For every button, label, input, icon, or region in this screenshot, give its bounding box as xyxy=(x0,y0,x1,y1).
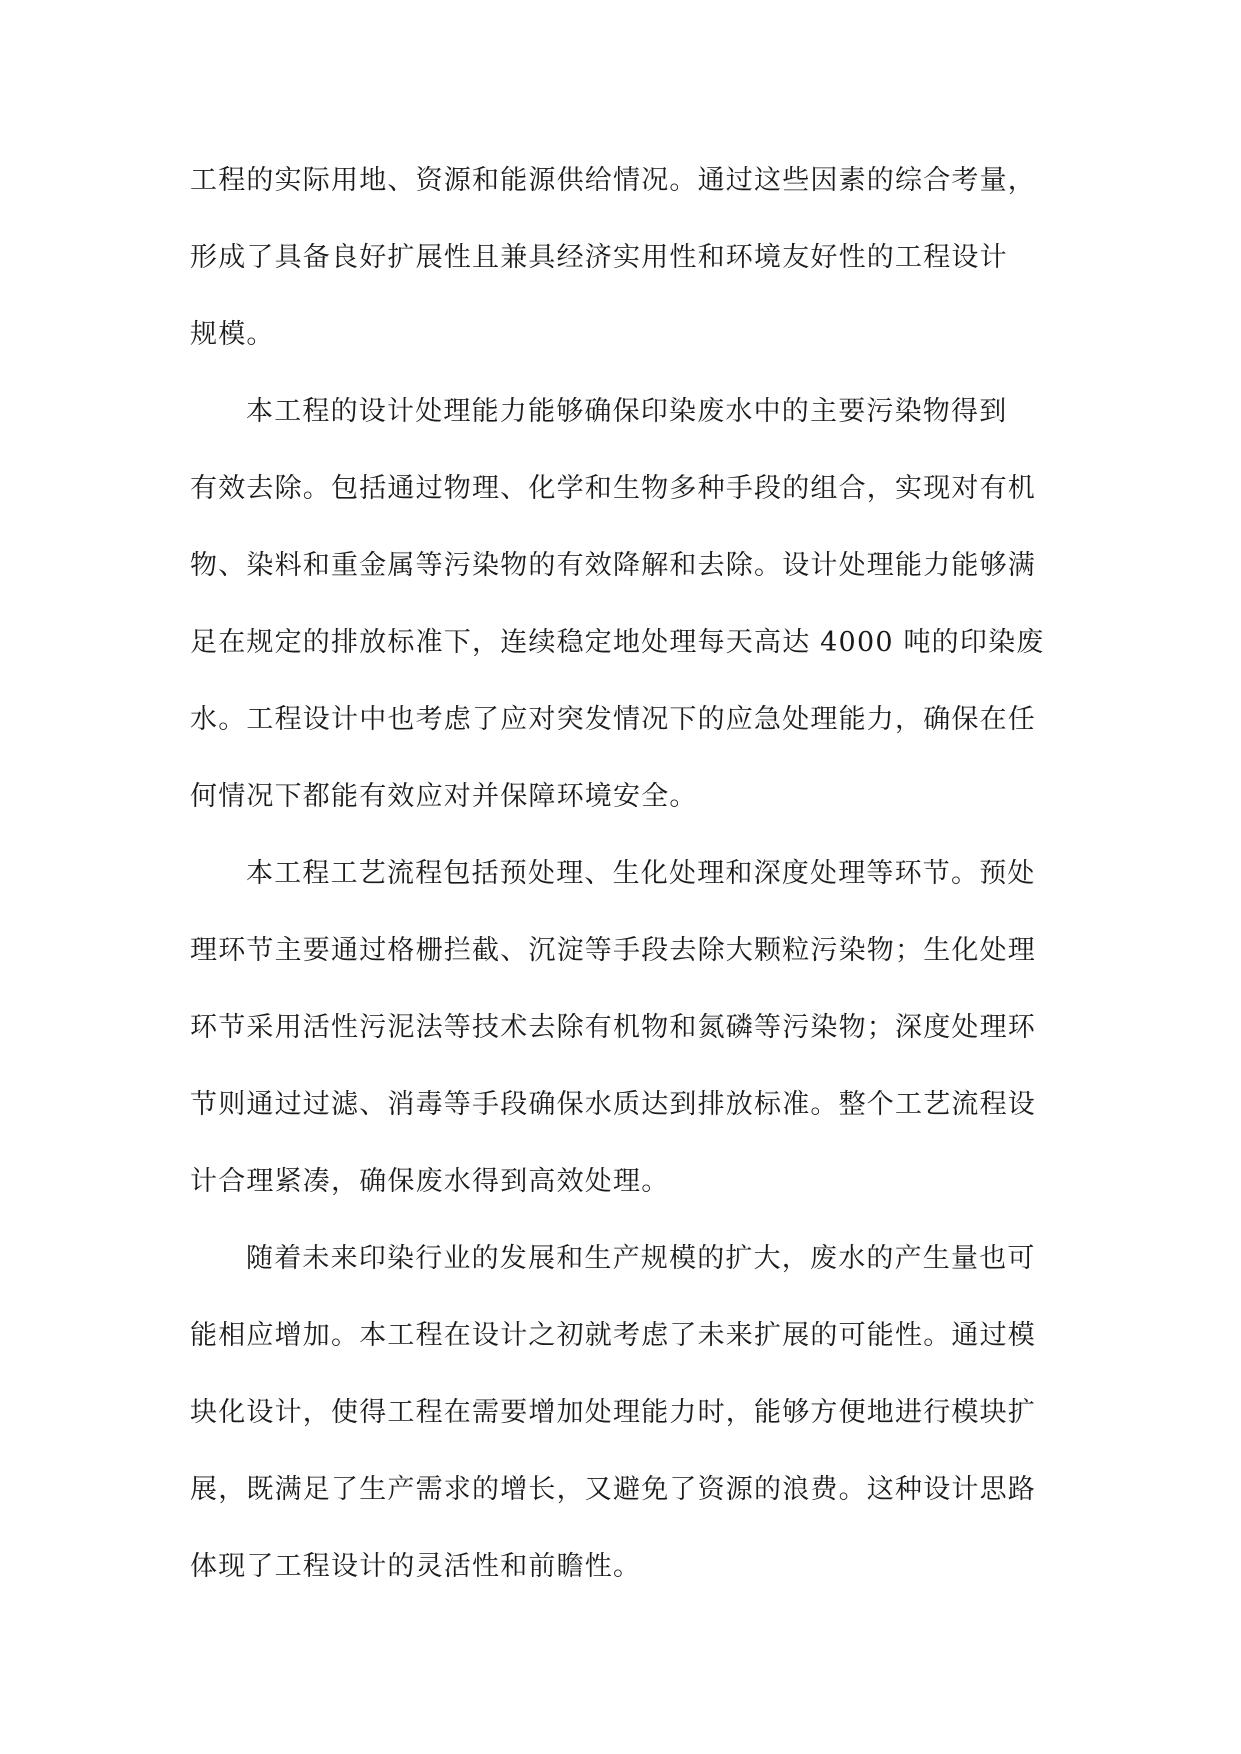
paragraph-line: 体现了工程设计的灵活性和前瞻性。 xyxy=(190,1551,642,1582)
paragraph-line: 随着未来印染行业的发展和生产规模的扩大，废水的产生量也可 xyxy=(246,1243,1036,1274)
paragraph-line: 本工程的设计处理能力能够确保印染废水中的主要污染物得到 xyxy=(246,396,1008,427)
paragraph-line: 规模。 xyxy=(190,319,275,350)
paragraph-line: 能相应增加。本工程在设计之初就考虑了未来扩展的可能性。通过模 xyxy=(190,1320,1036,1351)
paragraph-line: 展，既满足了生产需求的增长，又避免了资源的浪费。这种设计思路 xyxy=(190,1474,1036,1505)
paragraph-3 xyxy=(190,835,1070,1220)
paragraph-line: 块化设计，使得工程在需要增加处理能力时，能够方便地进行模块扩 xyxy=(190,1397,1036,1428)
paragraph-line: 足在规定的排放标准下，连续稳定地处理每天高达 4000 吨的印染废 xyxy=(190,627,1045,658)
paragraph-line: 工程的实际用地、资源和能源供给情况。通过这些因素的综合考量， xyxy=(190,165,1036,196)
document-body xyxy=(190,142,1070,1605)
paragraph-2 xyxy=(190,373,1070,835)
paragraph-1 xyxy=(190,142,1070,373)
paragraph-line: 本工程工艺流程包括预处理、生化处理和深度处理等环节。预处 xyxy=(246,858,1036,889)
paragraph-line: 形成了具备良好扩展性且兼具经济实用性和环境友好性的工程设计 xyxy=(190,242,1008,273)
paragraph-line: 物、染料和重金属等污染物的有效降解和去除。设计处理能力能够满 xyxy=(190,550,1036,581)
paragraph-line: 计合理紧凑，确保废水得到高效处理。 xyxy=(190,1166,670,1197)
paragraph-line: 理环节主要通过格栅拦截、沉淀等手段去除大颗粒污染物；生化处理 xyxy=(190,935,1036,966)
paragraph-4 xyxy=(190,1220,1070,1605)
paragraph-line: 何情况下都能有效应对并保障环境安全。 xyxy=(190,781,698,812)
paragraph-line: 水。工程设计中也考虑了应对突发情况下的应急处理能力，确保在任 xyxy=(190,704,1036,735)
paragraph-line: 有效去除。包括通过物理、化学和生物多种手段的组合，实现对有机 xyxy=(190,473,1036,504)
paragraph-line: 环节采用活性污泥法等技术去除有机物和氮磷等污染物；深度处理环 xyxy=(190,1012,1036,1043)
paragraph-line: 节则通过过滤、消毒等手段确保水质达到排放标准。整个工艺流程设 xyxy=(190,1089,1036,1120)
